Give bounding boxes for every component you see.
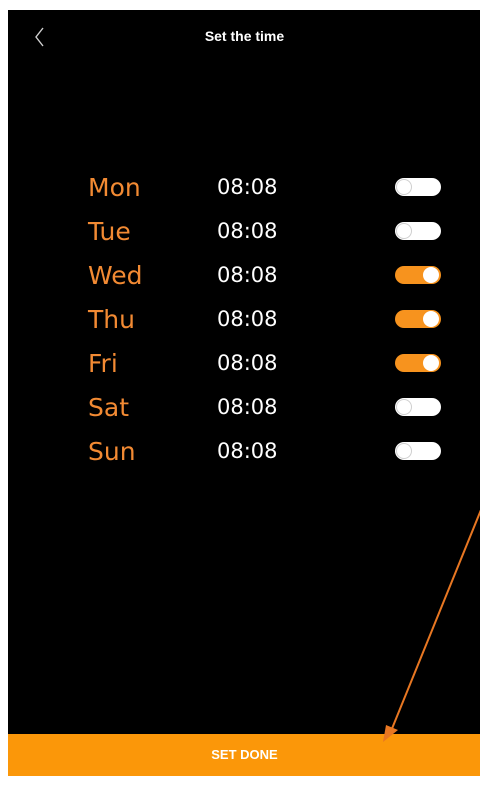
toggle-knob <box>423 311 439 327</box>
toggle-knob <box>423 355 439 371</box>
toggle-knob <box>396 443 412 459</box>
schedule-row-sat <box>8 387 480 431</box>
day-toggle[interactable] <box>395 222 441 240</box>
day-label: Wed <box>88 261 143 290</box>
done-button[interactable]: SET DONE <box>8 734 480 776</box>
schedule-row-tue <box>8 211 480 255</box>
day-label: Tue <box>88 217 131 246</box>
header <box>8 10 480 66</box>
day-toggle[interactable] <box>395 354 441 372</box>
page-title: Set the time <box>204 28 285 44</box>
day-label: Mon <box>88 173 141 202</box>
day-toggle[interactable] <box>395 310 441 328</box>
day-label: Thu <box>88 305 135 334</box>
time-value[interactable]: 08:08 <box>217 351 278 375</box>
schedule-row-sun <box>8 431 480 475</box>
toggle-knob <box>396 399 412 415</box>
schedule-row-fri <box>8 343 480 387</box>
schedule-row-wed <box>8 255 480 299</box>
schedule-list <box>8 167 480 475</box>
toggle-knob <box>396 179 412 195</box>
day-toggle[interactable] <box>395 442 441 460</box>
day-toggle[interactable] <box>395 178 441 196</box>
time-value[interactable]: 08:08 <box>217 307 278 331</box>
day-label: Sat <box>88 393 129 422</box>
day-label: Sun <box>88 437 136 466</box>
time-value[interactable]: 08:08 <box>217 219 278 243</box>
time-value[interactable]: 08:08 <box>217 395 278 419</box>
time-value[interactable]: 08:08 <box>217 263 278 287</box>
toggle-knob <box>396 223 412 239</box>
day-toggle[interactable] <box>395 398 441 416</box>
schedule-row-mon <box>8 167 480 211</box>
day-toggle[interactable] <box>395 266 441 284</box>
time-value[interactable]: 08:08 <box>217 439 278 463</box>
day-label: Fri <box>88 349 118 378</box>
phone-screen <box>8 10 480 776</box>
time-value[interactable]: 08:08 <box>217 175 278 199</box>
schedule-row-thu <box>8 299 480 343</box>
toggle-knob <box>423 267 439 283</box>
